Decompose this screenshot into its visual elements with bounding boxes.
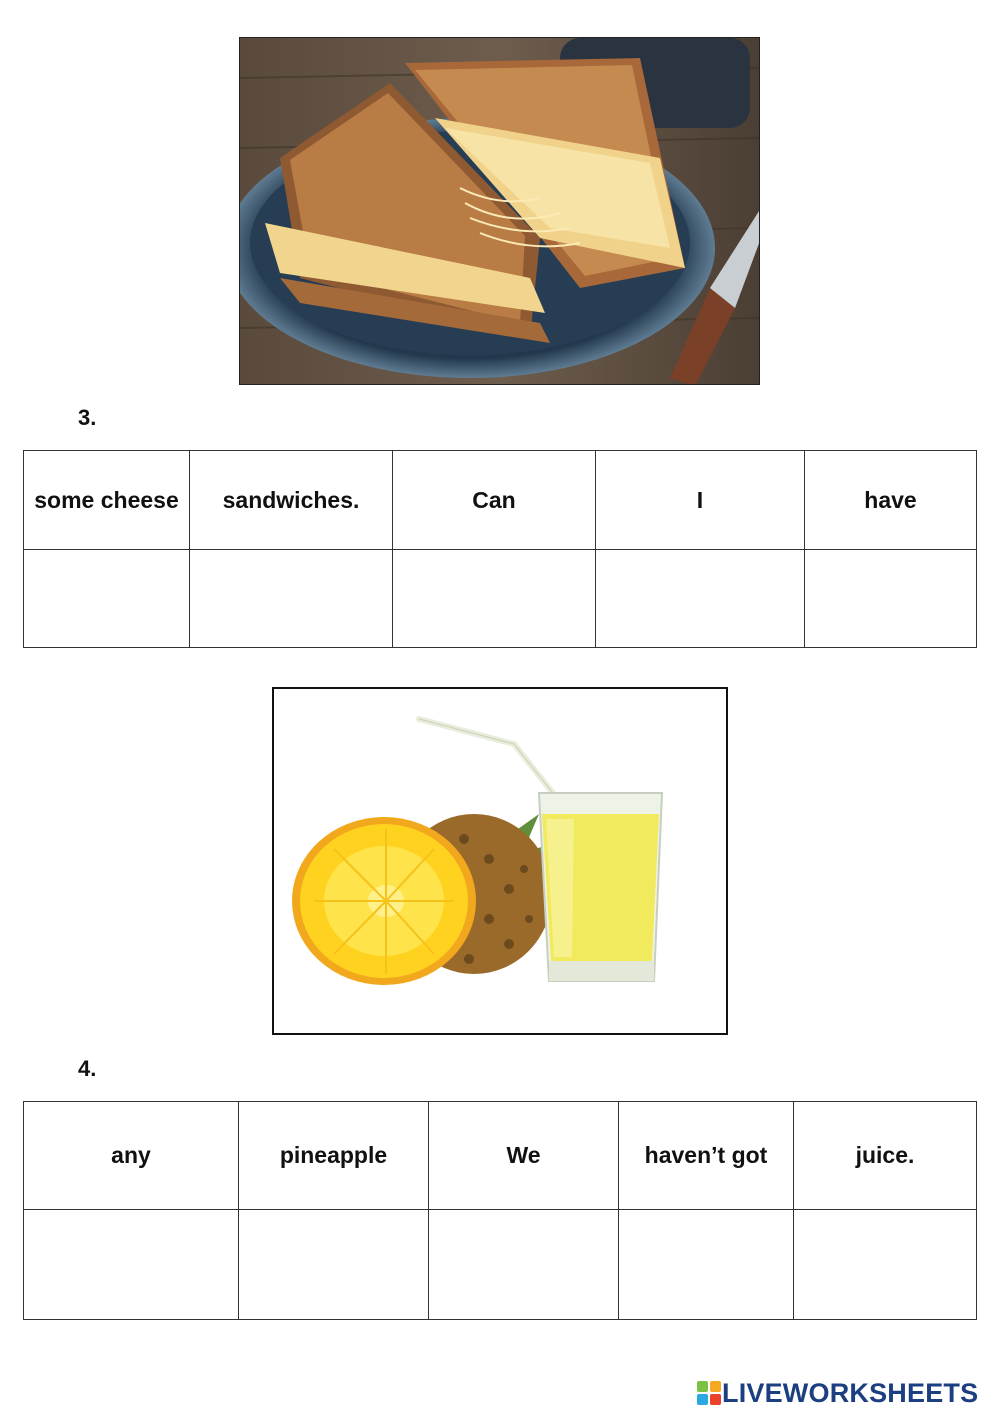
word-tile[interactable]: sandwiches. [190,451,393,550]
brand-name: LIVEWORKSHEETS [722,1377,979,1408]
word-tile[interactable]: some cheese [24,451,190,550]
answer-row [24,1210,977,1320]
exercise-number: 3. [78,405,97,430]
pineapple-juice-image [272,687,728,1035]
liveworksheets-brand[interactable] [696,1376,978,1410]
word-tile[interactable]: haven’t got [619,1102,794,1210]
word-order-table [23,1101,977,1320]
answer-drop-box[interactable] [24,1210,239,1320]
answer-drop-box[interactable] [619,1210,794,1320]
word-tile[interactable]: juice. [794,1102,977,1210]
answer-row [24,550,977,648]
answer-drop-box[interactable] [393,550,596,648]
answer-drop-box[interactable] [190,550,393,648]
word-tile[interactable]: Can [393,451,596,550]
liveworksheets-logo-icon [696,1380,722,1406]
answer-drop-box[interactable] [794,1210,977,1320]
word-tile[interactable]: any [24,1102,239,1210]
pineapple-juice-illustration [274,689,726,1033]
answer-drop-box[interactable] [805,550,977,648]
sandwich-illustration [240,38,760,385]
word-tile[interactable]: We [429,1102,619,1210]
answer-drop-box[interactable] [596,550,805,648]
grilled-cheese-sandwich-image [239,37,760,385]
word-tile[interactable]: pineapple [239,1102,429,1210]
word-bank-row [24,1102,977,1210]
word-tile[interactable]: I [596,451,805,550]
answer-drop-box[interactable] [239,1210,429,1320]
answer-drop-box[interactable] [24,550,190,648]
word-order-table [23,450,977,648]
exercise-number: 4. [78,1056,97,1081]
word-tile[interactable]: have [805,451,977,550]
word-bank-row [24,451,977,550]
answer-drop-box[interactable] [429,1210,619,1320]
